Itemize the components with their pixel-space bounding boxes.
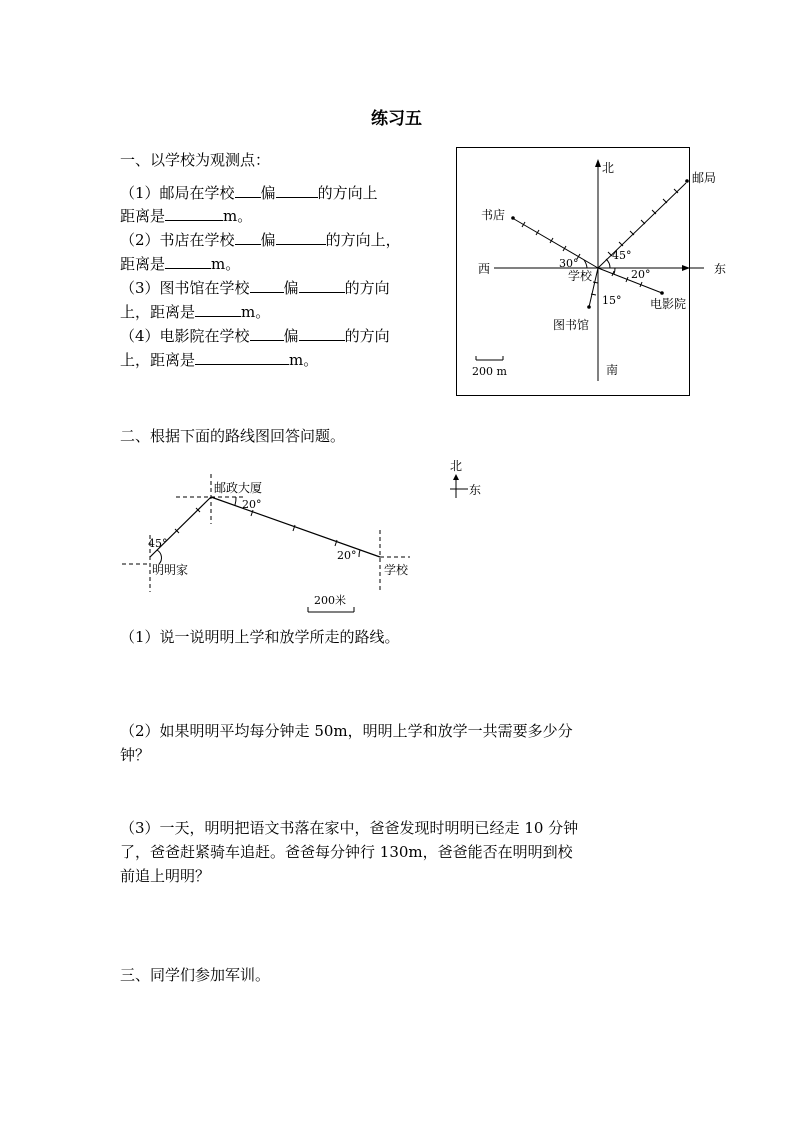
question-1-4-line2: [120, 349, 318, 372]
label-bookstore: 书店: [481, 208, 506, 222]
answer-blank[interactable]: [165, 253, 211, 269]
label-west: 西: [478, 262, 491, 276]
q2-text-a: （2）书店在学校: [120, 231, 235, 249]
label-north: 北: [450, 459, 463, 473]
q1-text-e: m。: [223, 207, 253, 225]
route-map: [118, 452, 498, 624]
question-2-3-line2: 了，爸爸赶紧骑车追赶。爸爸每分钟行 130m，爸爸能否在明明到校: [120, 843, 573, 861]
label-scale: 200米: [314, 594, 346, 607]
q4-text-e: m。: [289, 351, 319, 369]
q1-text-d: 距离是: [120, 207, 166, 225]
compass-north-icon: [453, 474, 459, 480]
question-2-2-line1: （2）如果明明平均每分钟走 50m，明明上学和放学一共需要多少分: [120, 722, 573, 740]
label-angle-school: 20°: [337, 549, 357, 562]
post-office-point: [685, 179, 689, 183]
cinema-point: [660, 291, 664, 295]
label-north: 北: [602, 161, 615, 175]
answer-blank[interactable]: [195, 349, 289, 365]
label-school: 学校: [384, 563, 409, 577]
question-1-1-line1: [120, 182, 378, 205]
label-east: 东: [469, 483, 482, 497]
route-ticks: [175, 508, 337, 546]
answer-blank[interactable]: [250, 325, 284, 341]
angle-arc-post: [235, 497, 236, 505]
q4-text-b: 偏: [283, 327, 299, 345]
question-1-3-line2: [120, 301, 270, 324]
q2-text-e: m。: [211, 255, 241, 273]
section3-heading: 三、同学们参加军训。: [120, 966, 271, 984]
q1-text-c: 的方向上: [317, 184, 378, 202]
q3-text-c: 的方向: [344, 279, 390, 297]
answer-blank[interactable]: [299, 325, 345, 341]
q3-text-a: （3）图书馆在学校: [120, 279, 250, 297]
q1-text-b: 偏: [260, 184, 276, 202]
q3-text-d: 上，距离是: [120, 303, 196, 321]
question-1-2-line2: [120, 253, 240, 276]
angle-arc-home: [157, 550, 161, 564]
answer-blank[interactable]: [276, 182, 318, 198]
question-2-1: （1）说一说明明上学和放学所走的路线。: [120, 628, 400, 646]
q2-text-d: 距离是: [120, 255, 166, 273]
direction-map: [456, 147, 727, 396]
question-1-1-line2: [120, 205, 252, 228]
library-point: [587, 305, 591, 309]
label-angle-home: 45°: [148, 537, 168, 550]
answer-blank[interactable]: [235, 182, 261, 198]
q4-text-a: （4）电影院在学校: [120, 327, 250, 345]
label-angle-post: 45°: [612, 249, 632, 262]
label-east: 东: [714, 262, 727, 276]
label-scale: 200 m: [472, 365, 507, 378]
question-2-3-line3: 前追上明明？: [120, 867, 211, 885]
answer-blank[interactable]: [195, 301, 241, 317]
label-angle-bookstore: 30°: [559, 257, 579, 270]
label-angle-library: 15°: [602, 294, 622, 307]
label-library: 图书馆: [553, 318, 590, 332]
question-1-3-line1: [120, 277, 390, 300]
question-1-2-line1: [120, 229, 401, 252]
q1-text-a: （1）邮局在学校: [120, 184, 235, 202]
q2-text-b: 偏: [260, 231, 276, 249]
label-angle-cinema: 20°: [631, 268, 651, 281]
q4-text-d: 上，距离是: [120, 351, 196, 369]
label-school: 学校: [568, 269, 593, 283]
answer-blank[interactable]: [276, 229, 326, 245]
label-post-building: 邮政大厦: [214, 481, 263, 495]
label-angle-post: 20°: [242, 498, 262, 511]
question-2-3-line1: （3）一天，明明把语文书落在家中，爸爸发现时明明已经走 10 分钟: [120, 819, 579, 837]
answer-blank[interactable]: [250, 277, 284, 293]
question-1-4-line1: [120, 325, 390, 348]
q3-text-b: 偏: [283, 279, 299, 297]
q2-text-c: 的方向上，: [325, 231, 401, 249]
label-post-office: 邮局: [692, 171, 717, 185]
label-south: 南: [606, 363, 619, 377]
answer-blank[interactable]: [235, 229, 261, 245]
page-title: 练习五: [371, 109, 422, 129]
angle-arc-school: [359, 550, 360, 557]
label-cinema: 电影院: [650, 297, 687, 311]
answer-blank[interactable]: [299, 277, 345, 293]
section2-heading: 二、根据下面的路线图回答问题。: [120, 427, 346, 445]
question-2-2-line2: 钟？: [120, 746, 151, 764]
q3-text-e: m。: [241, 303, 271, 321]
bookstore-point: [511, 216, 515, 220]
q4-text-c: 的方向: [344, 327, 390, 345]
route-post-to-school: [211, 497, 380, 557]
section1-heading: 一、以学校为观测点：: [120, 151, 271, 169]
answer-blank[interactable]: [165, 205, 223, 221]
label-home: 明明家: [152, 563, 189, 577]
